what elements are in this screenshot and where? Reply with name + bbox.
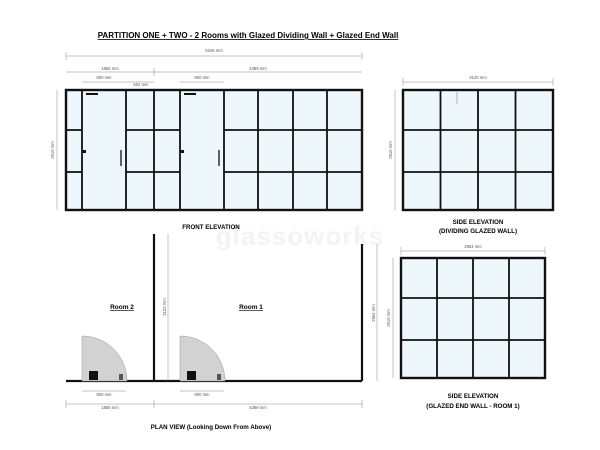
door-hinge — [180, 150, 184, 153]
dividing-height-dim: 2610 mm — [388, 141, 393, 159]
front-right-dim: 4389 mm — [249, 66, 267, 71]
front-overall-dim: 6246 mm — [205, 48, 223, 53]
plan-door-stop — [119, 374, 123, 380]
plan-door-block — [187, 371, 196, 380]
side-elevation-dividing — [388, 75, 553, 235]
dividing-width-dim: 3120 mm — [469, 75, 487, 80]
watermark-text — [216, 221, 385, 251]
front-left-dim: 1856 mm — [101, 66, 119, 71]
plan-bottom-right-dim: 4389 mm — [249, 405, 267, 410]
door-closer — [184, 93, 196, 95]
plan-view — [66, 234, 377, 431]
plan-door-left-dim: 900 mm — [96, 392, 112, 397]
plan-door-stop — [217, 374, 221, 380]
room-2-label: Room 2 — [110, 304, 134, 311]
drawing-title: PARTITION ONE + TWO - 2 Rooms with Glazed Dividing Wall + Glazed End Wall — [97, 31, 399, 40]
plan-bottom-left-dim: 1856 mm — [101, 405, 119, 410]
dividing-heading-1: SIDE ELEVATION — [452, 219, 504, 226]
room-1-label: Room 1 — [239, 304, 263, 311]
plan-divider-depth-dim: 3120 mm — [162, 298, 167, 316]
front-narrow-dim: 502 mm — [133, 82, 149, 87]
end-width-dim: 2964 mm — [464, 244, 482, 249]
plan-end-depth-dim: 2964 mm — [371, 304, 376, 322]
dividing-heading-2: (DIVIDING GLAZED WALL) — [438, 228, 518, 235]
front-door-left-dim: 900 mm — [96, 75, 112, 80]
plan-door-right-dim: 900 mm — [194, 392, 210, 397]
front-height-left-dim: 2610 mm — [50, 141, 55, 159]
plan-view-heading: PLAN VIEW (Looking Down From Above) — [150, 424, 272, 431]
front-elevation — [50, 48, 362, 231]
end-heading-1: SIDE ELEVATION — [447, 393, 499, 400]
plan-door-block — [89, 371, 98, 380]
front-elevation-heading: FRONT ELEVATION — [182, 224, 240, 231]
front-door-right-dim: 900 mm — [194, 75, 210, 80]
front-glass — [66, 90, 362, 210]
end-heading-2: (GLAZED END WALL - ROOM 1) — [426, 403, 520, 410]
end-height-dim: 2610 mm — [386, 309, 391, 327]
door-closer — [86, 93, 98, 95]
side-elevation-end — [386, 244, 545, 410]
door-hinge — [82, 150, 86, 153]
